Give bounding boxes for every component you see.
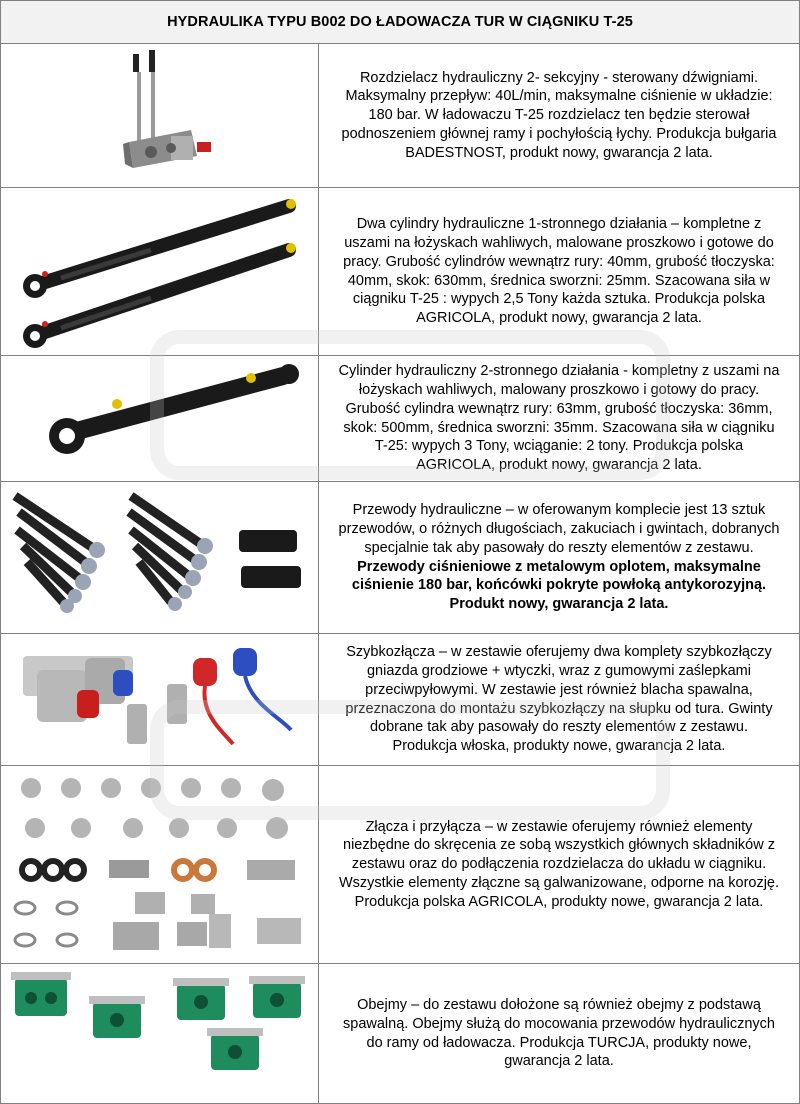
- row-double-cylinder: [0, 356, 800, 482]
- row-description: Przewody hydrauliczne – w oferowanym komplecie jest 13 sztuk przewodów, o różnych długościach, zakuciach i gwintach, dobranych specjalnie tak aby pasowały do reszty elementów z zestawu.: [338, 502, 780, 556]
- row-clamps: [0, 964, 800, 1104]
- row-description: Szybkozłącza – w zestawie oferujemy dwa komplety szybkozłączy gniazda grodziowe + wtyczki, wraz z gumowymi zaślepkami przeciwpyłowymi. W zestawie jest również blacha spawalna, przeznaczona do montażu szybkozłączy na słupku od tura. Gwinty dobrane tak aby pasowały do reszty elementów z zestawu. Produkcja włoska, produkty nowe, gwarancja 2 lata.: [345, 644, 773, 754]
- pipe-clamps-icon: [1, 964, 319, 1103]
- row-description: Złącza i przyłącza – w zestawie oferujemy również elementy niezbędne do skręcenia ze sobą wszystkich głównych składników z zestawu oraz do podłączenia rozdzielacza do układu w ciągniku. Wszystkie elementy złączne są galwanizowane, odporne na korozję. Produkcja polska AGRICOLA, produkty nowe, gwarancja 2 lata.: [338, 818, 780, 910]
- row-valve: [0, 44, 800, 188]
- row-fittings: [0, 766, 800, 964]
- hydraulic-valve-icon: [1, 44, 319, 187]
- page-title: HYDRAULIKA TYPU B002 DO ŁADOWACZA TUR W CIĄGNIKU T-25: [0, 0, 800, 44]
- double-acting-cylinder-icon: [1, 356, 319, 481]
- hydraulic-hoses-icon: [1, 482, 319, 633]
- row-description: Obejmy – do zestawu dołożone są również obejmy z podstawą spawalną. Obejmy służą do mocowania przewodów hydraulicznych do ramy od ładowacza. Produkcja TURCJA, produkty nowe, gwarancja 2 lata.: [343, 997, 775, 1070]
- row-description: Dwa cylindry hydrauliczne 1-stronnego działania – kompletne z uszami na łożyskach wahliwych, malowane proszkowo i gotowe do pracy. Grubość cylindrów wewnątrz rury: 40mm, grubość tłoczyska: 40mm, skok: 630mm, średnica sworzni: 25mm. Szacowana siła w ciągniku T-25 : wypych 2,5 Tony każda sztuka. Produkcja polska AGRICOLA, produkt nowy, gwarancja 2 lata.: [343, 216, 775, 326]
- row-description: Rozdzielacz hydrauliczny 2- sekcyjny - sterowany dźwigniami. Maksymalny przepływ: 40L/min, maksymalne ciśnienie w układzie: 180 bar. W ładowaczu T-25 rozdzielacz ten będzie sterował podnoszeniem głównej ramy i pochyłością łychy. Produkcja bułgaria BADESTNOST, produkt nowy, gwarancja 2 lata.: [341, 69, 777, 161]
- row-description-bold: Przewody ciśnieniowe z metalowym oplotem, maksymalne ciśnienie 180 bar, końcówki pokryte powłoką antykorozyjną. Produkt nowy, gwarancja 2 lata.: [351, 558, 767, 612]
- single-acting-cylinders-icon: [1, 188, 319, 355]
- quick-couplers-icon: [1, 634, 319, 765]
- row-description: Cylinder hydrauliczny 2-stronnego działania - kompletny z uszami na łożyskach wahliwych, malowany proszkowo i gotowy do pracy. Grubość cylindra wewnątrz rury: 63mm, grubość tłoczyska: 36mm, skok: 500mm, średnica sworzni: 35mm. Szacowana siła w ciągniku T-25: wypych 3 Tony, wciąganie: 2 tony. Produkcja polska AGRICOLA, produkt nowy, gwarancja 2 lata.: [338, 363, 780, 473]
- row-couplers: [0, 634, 800, 766]
- row-hoses: [0, 482, 800, 634]
- fittings-icon: [1, 766, 319, 963]
- row-single-cylinders: [0, 188, 800, 356]
